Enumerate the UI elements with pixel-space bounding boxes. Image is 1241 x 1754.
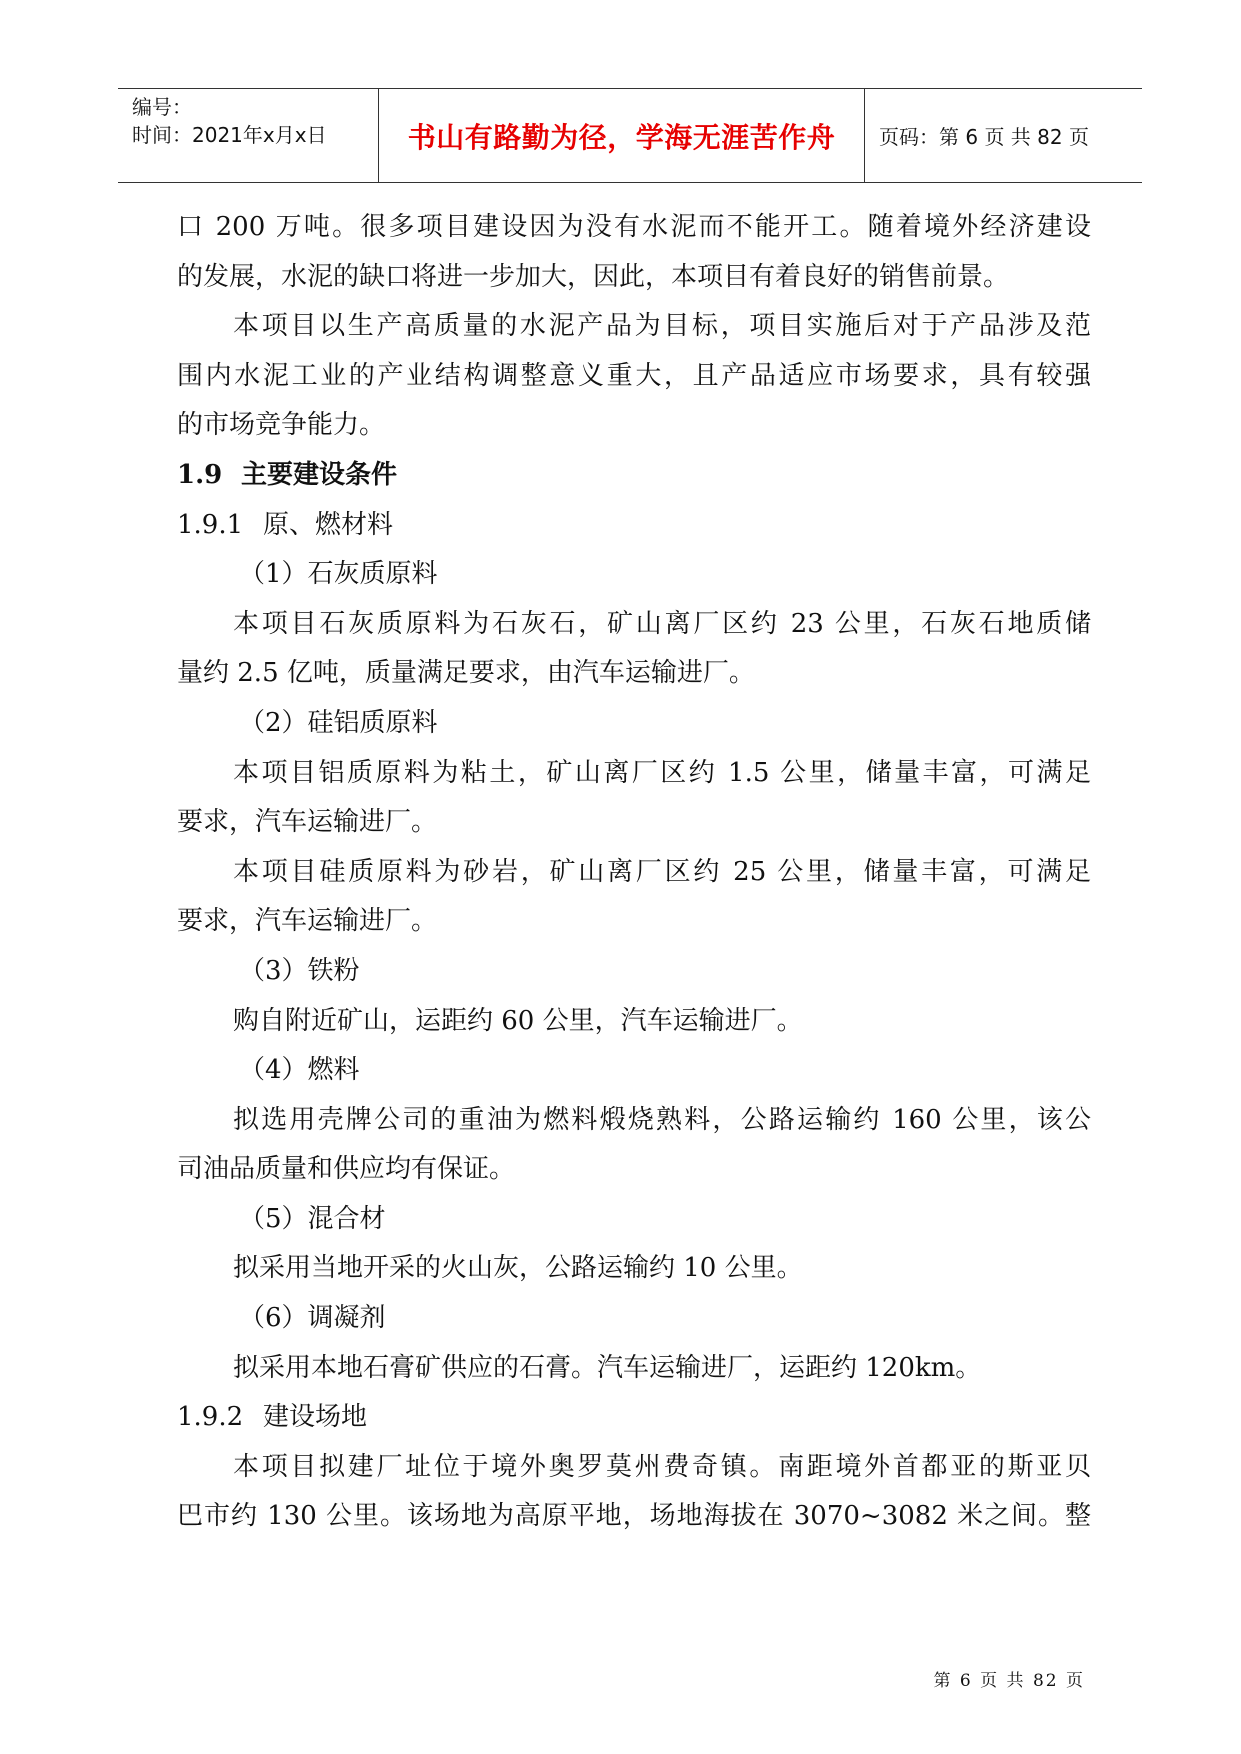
section-number: 1.9.1 xyxy=(177,509,244,540)
paragraph-line: 要求，汽车运输进厂。 xyxy=(177,807,438,838)
paragraph-line: 本项目铝质原料为粘土，矿山离厂区约 1.5 公里，储量丰富，可满足 xyxy=(233,757,1091,788)
paragraph-line: 的市场竞争能力。 xyxy=(177,410,386,441)
paragraph-line: 要求，汽车运输进厂。 xyxy=(177,906,438,937)
section-heading-1-9-1 xyxy=(177,501,1091,551)
paragraph-line: 本项目石灰质原料为石灰石，矿山离厂区约 23 公里，石灰石地质储 xyxy=(233,608,1091,639)
list-item-heading: （5）混合材 xyxy=(239,1203,386,1234)
section-heading-1-9 xyxy=(177,451,1091,501)
paragraph-line: 的发展，水泥的缺口将进一步加大，因此，本项目有着良好的销售前景。 xyxy=(177,261,1010,292)
paragraph-line: 购自附近矿山，运距约 60 公里，汽车运输进厂。 xyxy=(233,1005,803,1036)
header-page-number: 页码：第 6 页 共 82 页 xyxy=(879,125,1089,149)
page-footer: 第 6 页 共 82 页 xyxy=(933,1671,1085,1691)
section-heading-1-9-2 xyxy=(177,1393,1091,1443)
paragraph-line: 口 200 万吨。很多项目建设因为没有水泥而不能开工。随着境外经济建设 xyxy=(177,212,1091,242)
section-number: 1.9.2 xyxy=(177,1402,244,1433)
section-title: 建设场地 xyxy=(263,1402,368,1433)
section-number: 1.9 xyxy=(177,459,223,490)
list-item-heading: （2）硅铝质原料 xyxy=(239,707,438,738)
paragraph-line: 拟选用壳牌公司的重油为燃料煅烧熟料，公路运输约 160 公里，该公 xyxy=(233,1104,1091,1135)
list-item-heading: （6）调凝剂 xyxy=(239,1303,386,1334)
document-date: 时间：2021年x月x日 xyxy=(132,123,327,147)
paragraph-line: 量约 2.5 亿吨，质量满足要求，由汽车运输进厂。 xyxy=(177,658,755,689)
header-meta xyxy=(118,89,379,182)
section-title: 主要建设条件 xyxy=(241,459,398,490)
paragraph-line: 司油品质量和供应均有保证。 xyxy=(177,1154,516,1185)
paragraph-line: 巴市约 130 公里。该场地为高原平地，场地海拔在 3070~3082 米之间。整 xyxy=(177,1501,1091,1532)
document-body xyxy=(177,203,1091,1542)
document-number-label: 编号： xyxy=(132,95,192,119)
list-item-heading: （4）燃料 xyxy=(239,1055,360,1086)
paragraph-line: 本项目硅质原料为砂岩，矿山离厂区约 25 公里，储量丰富，可满足 xyxy=(233,856,1091,887)
section-title: 原、燃材料 xyxy=(263,509,394,540)
page-header xyxy=(118,88,1142,183)
list-item-heading: （1）石灰质原料 xyxy=(239,559,438,590)
paragraph-line: 本项目以生产高质量的水泥产品为目标，项目实施后对于产品涉及范 xyxy=(233,311,1091,342)
paragraph-line: 拟采用当地开采的火山灰，公路运输约 10 公里。 xyxy=(233,1253,803,1284)
paragraph-line: 拟采用本地石膏矿供应的石膏。汽车运输进厂，运距约 120km。 xyxy=(233,1352,982,1383)
header-motto: 书山有路勤为径，学海无涯苦作舟 xyxy=(379,89,865,182)
list-item-heading: （3）铁粉 xyxy=(239,955,360,986)
paragraph-line: 本项目拟建厂址位于境外奥罗莫州费奇镇。南距境外首都亚的斯亚贝 xyxy=(233,1451,1091,1482)
paragraph-line: 围内水泥工业的产业结构调整意义重大，且产品适应市场要求，具有较强 xyxy=(177,360,1091,391)
